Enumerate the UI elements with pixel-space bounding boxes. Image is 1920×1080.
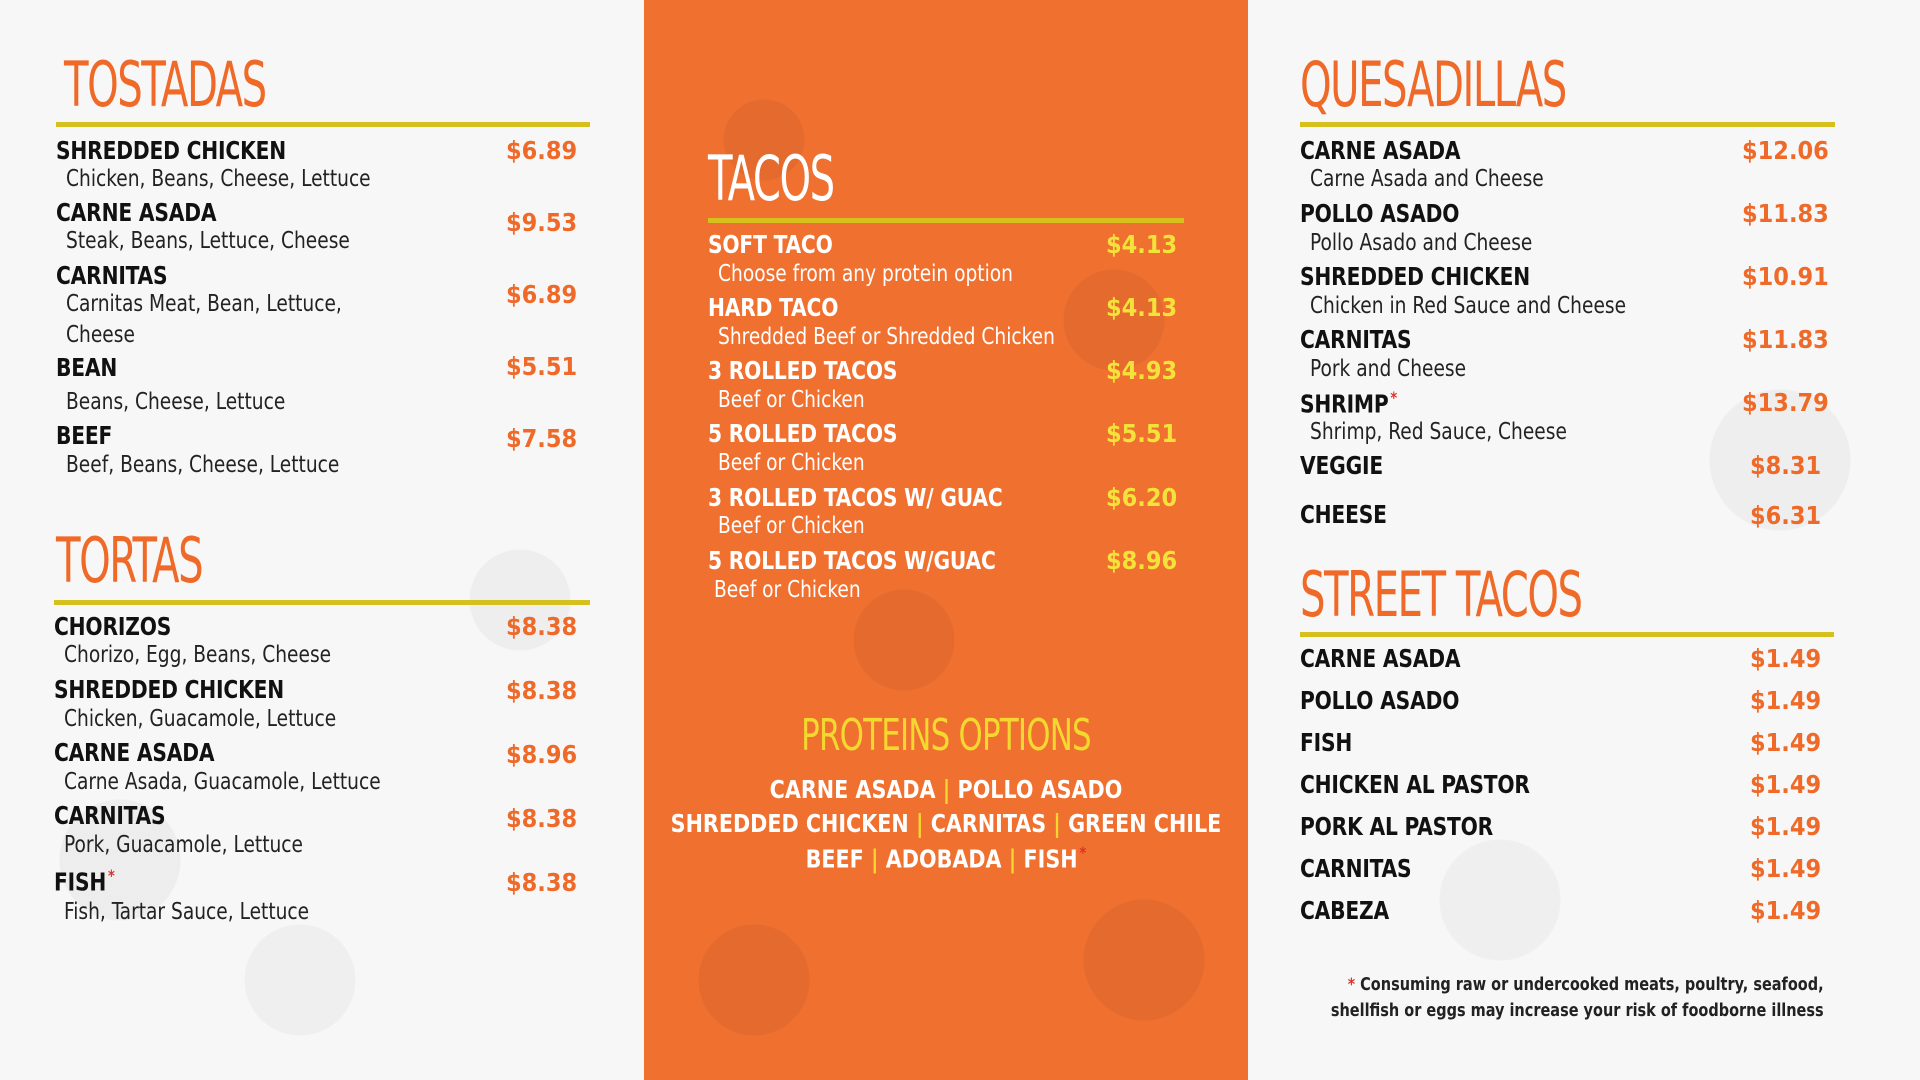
protein-option: SHREDDED CHICKEN: [670, 809, 909, 838]
item-price: $6.20: [1106, 483, 1178, 512]
item-name: PORK AL PASTOR: [1300, 812, 1494, 841]
item-description: Shrimp, Red Sauce, Cheese: [1310, 419, 1567, 445]
separator: |: [942, 775, 951, 804]
item-description: Chorizo, Egg, Beans, Cheese: [64, 642, 332, 668]
item-description: Steak, Beans, Lettuce, Cheese: [66, 228, 350, 254]
item-name: CARNE ASADA: [54, 738, 215, 767]
item-description: Beef or Chicken: [718, 387, 865, 413]
item-price: $1.49: [1750, 728, 1822, 757]
item-name: VEGGIE: [1300, 451, 1384, 480]
tostadas-rule: [56, 122, 590, 127]
protein-option: FISH: [1023, 844, 1078, 874]
item-name: POLLO ASADO: [1300, 199, 1460, 228]
item-name: 3 ROLLED TACOS W/ GUAC: [708, 483, 1003, 512]
item-price: $9.53: [506, 208, 578, 237]
protein-option: ADOBADA: [885, 844, 1002, 874]
item-price: $8.96: [1106, 546, 1178, 575]
item-name: CARNITAS: [56, 261, 168, 290]
allergen-star: *: [107, 866, 115, 885]
item-price: $7.58: [506, 424, 578, 453]
proteins-options-title: PROTEINS OPTIONS: [801, 710, 1091, 761]
item-description: Pork and Cheese: [1310, 356, 1467, 382]
allergen-star: *: [1390, 388, 1397, 407]
item-price: $8.31: [1750, 451, 1822, 480]
item-description: Chicken in Red Sauce and Cheese: [1310, 293, 1627, 319]
separator: |: [915, 809, 924, 838]
item-name: 3 ROLLED TACOS: [708, 356, 898, 385]
item-price: $8.38: [506, 804, 578, 833]
item-description: Chicken, Guacamole, Lettuce: [64, 706, 337, 732]
item-price: $12.06: [1742, 136, 1829, 165]
quesadillas-title: QUESADILLAS: [1300, 48, 1566, 121]
item-description: Beef or Chicken: [714, 577, 861, 603]
item-price: $4.13: [1106, 230, 1178, 259]
item-description: Beef or Chicken: [718, 450, 865, 476]
item-name: SHRIMP *: [1300, 388, 1397, 419]
food-safety-disclaimer: [1331, 972, 1824, 1024]
item-name: CHICKEN AL PASTOR: [1300, 770, 1530, 799]
item-price: $11.83: [1742, 325, 1829, 354]
protein-options-line: [668, 843, 1224, 873]
tacos-title: TACOS: [708, 142, 834, 215]
item-price: $1.49: [1750, 686, 1822, 715]
tostadas-title: TOSTADAS: [64, 48, 266, 121]
item-description: Beans, Cheese, Lettuce: [66, 389, 286, 415]
item-price: $4.13: [1106, 293, 1178, 322]
allergen-star: *: [1079, 843, 1087, 862]
item-name: 5 ROLLED TACOS: [708, 419, 898, 448]
protein-options-line: [668, 809, 1224, 838]
item-name: SOFT TACO: [708, 230, 833, 259]
item-name: SHREDDED CHICKEN: [1300, 262, 1531, 291]
item-price: $1.49: [1750, 770, 1822, 799]
item-price: $1.49: [1750, 812, 1822, 841]
street-tacos-title: STREET TACOS: [1300, 558, 1582, 631]
item-name: CARNE ASADA: [1300, 644, 1461, 673]
separator: |: [1008, 844, 1017, 874]
item-name: CHEESE: [1300, 500, 1387, 529]
item-price: $5.51: [506, 352, 578, 381]
item-price: $5.51: [1106, 419, 1178, 448]
item-description: Carnitas Meat, Bean, Lettuce,: [66, 291, 342, 317]
item-name: 5 ROLLED TACOS W/GUAC: [708, 546, 996, 575]
protein-option: CARNE ASADA: [769, 775, 936, 804]
protein-option: CARNITAS: [930, 809, 1047, 838]
item-description-continued: Cheese: [66, 322, 135, 348]
disclaimer-line: * Consuming raw or undercooked meats, poultry, seafood,: [1348, 975, 1824, 995]
item-price: $8.38: [506, 612, 578, 641]
item-name: SHREDDED CHICKEN: [54, 675, 285, 704]
quesadillas-rule: [1300, 122, 1835, 127]
item-description: Carne Asada, Guacamole, Lettuce: [64, 769, 381, 795]
tacos-panel: [644, 0, 1248, 1080]
item-name: FISH *: [54, 866, 115, 897]
item-price: $4.93: [1106, 356, 1178, 385]
item-name: BEEF: [56, 421, 113, 450]
protein-options-line: [668, 775, 1224, 804]
item-name: FISH: [1300, 728, 1353, 757]
item-price: $10.91: [1742, 262, 1829, 291]
separator: |: [1053, 809, 1061, 838]
tortas-rule: [54, 600, 590, 605]
item-description: Choose from any protein option: [718, 261, 1013, 287]
tortas-title: TORTAS: [56, 524, 203, 597]
item-price: $6.89: [506, 136, 578, 165]
item-name: CARNITAS: [54, 801, 166, 830]
tacos-rule: [708, 218, 1184, 223]
item-name: CARNITAS: [1300, 325, 1412, 354]
protein-option: GREEN CHILE: [1068, 809, 1222, 838]
item-description: Pork, Guacamole, Lettuce: [64, 832, 304, 858]
disclaimer-line: shellfish or eggs may increase your risk of foodborne illness: [1331, 1001, 1824, 1021]
item-name: CARNE ASADA: [1300, 136, 1461, 165]
item-name: CARNITAS: [1300, 854, 1412, 883]
item-name: CHORIZOS: [54, 612, 172, 641]
item-description: Beef or Chicken: [718, 513, 865, 539]
street-tacos-rule: [1300, 632, 1834, 637]
item-price: $1.49: [1750, 644, 1822, 673]
separator: |: [871, 844, 879, 874]
item-description: Pollo Asado and Cheese: [1310, 230, 1533, 256]
protein-option: BEEF: [805, 844, 864, 874]
item-price: $6.89: [506, 280, 578, 309]
item-price: $13.79: [1742, 388, 1829, 417]
item-name: CARNE ASADA: [56, 198, 217, 227]
item-name: BEAN: [56, 353, 118, 382]
allergen-star: *: [1348, 975, 1356, 995]
item-name: SHREDDED CHICKEN: [56, 136, 287, 165]
item-price: $11.83: [1742, 199, 1829, 228]
item-price: $1.49: [1750, 896, 1822, 925]
item-price: $8.38: [506, 676, 578, 705]
item-price: $1.49: [1750, 854, 1822, 883]
item-name: POLLO ASADO: [1300, 686, 1460, 715]
item-price: $8.96: [506, 740, 578, 769]
item-description: Fish, Tartar Sauce, Lettuce: [64, 899, 310, 925]
item-price: $6.31: [1750, 501, 1822, 530]
item-description: Beef, Beans, Cheese, Lettuce: [66, 452, 340, 478]
item-description: Carne Asada and Cheese: [1310, 166, 1544, 192]
item-name: CABEZA: [1300, 896, 1390, 925]
item-price: $8.38: [506, 868, 578, 897]
item-description: Shredded Beef or Shredded Chicken: [718, 324, 1055, 350]
item-description: Chicken, Beans, Cheese, Lettuce: [66, 166, 371, 192]
protein-option: POLLO ASADO: [957, 775, 1123, 804]
item-name: HARD TACO: [708, 293, 839, 322]
